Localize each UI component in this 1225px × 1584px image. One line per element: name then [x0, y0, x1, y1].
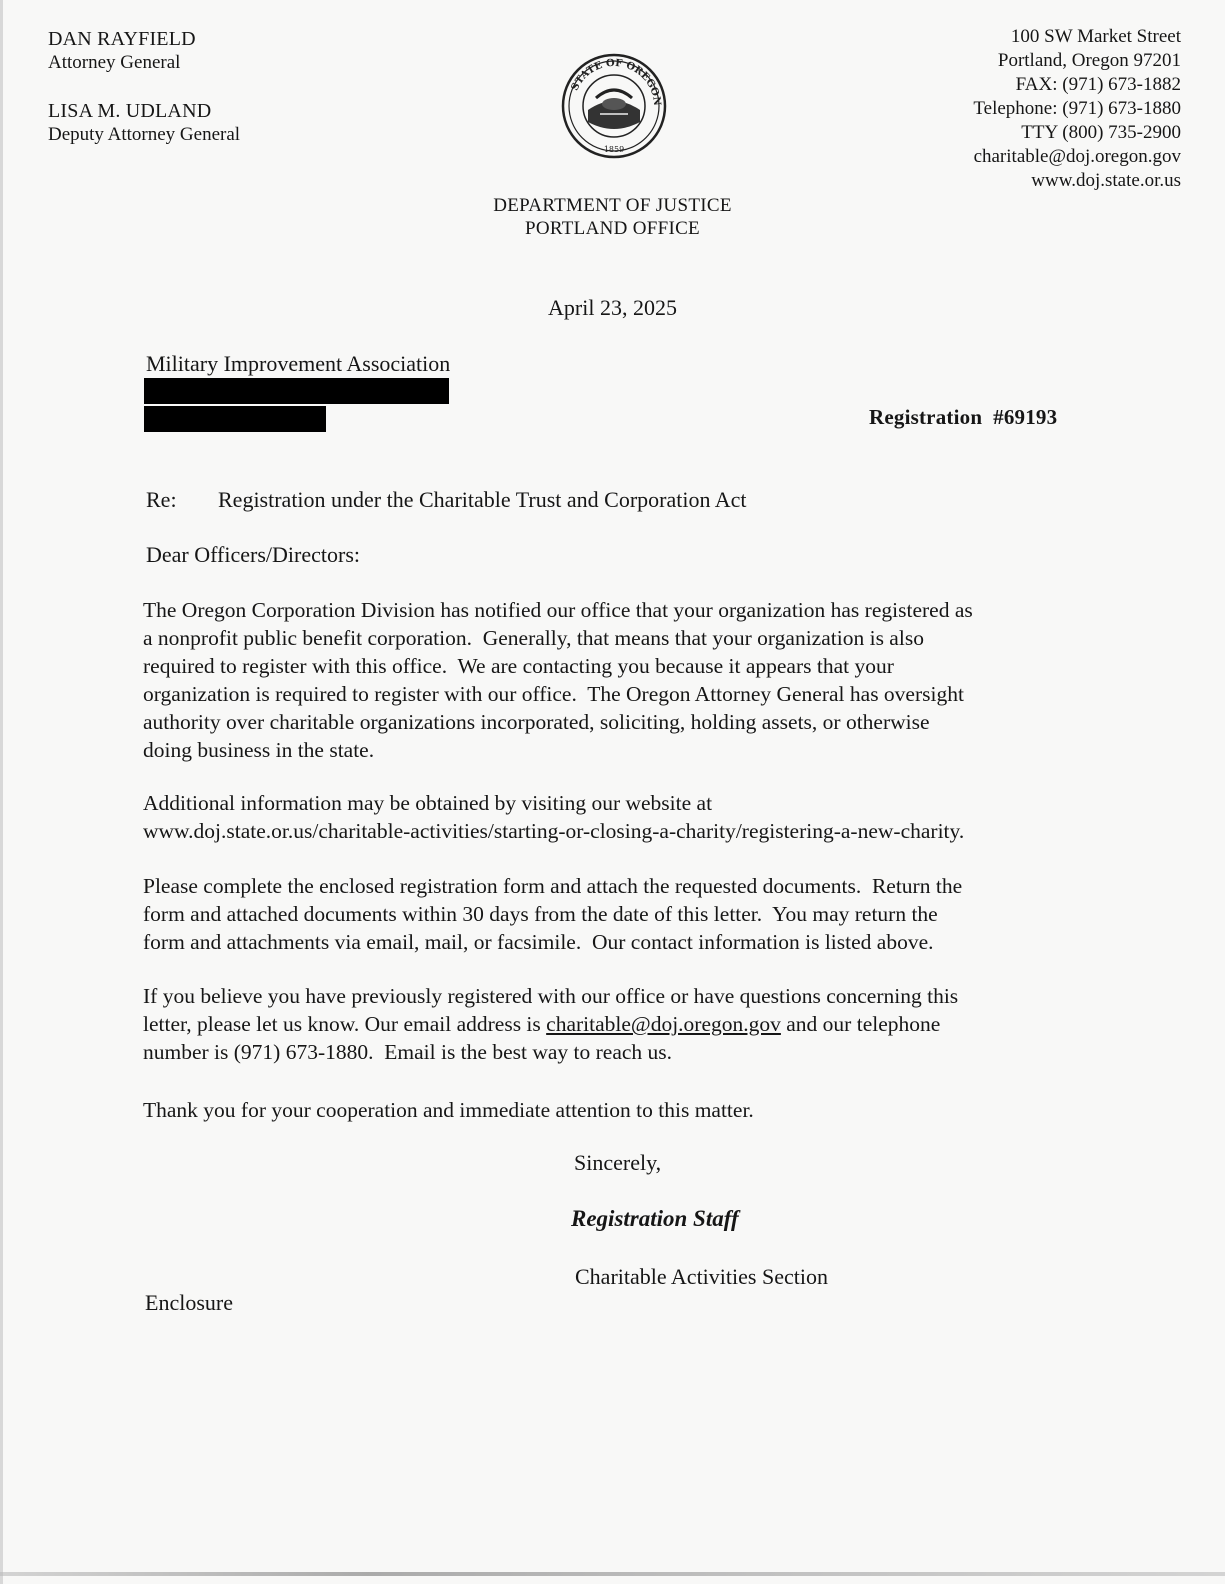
contact-tty: TTY (800) 735-2900	[1021, 122, 1181, 143]
paragraph-line: form and attachments via email, mail, or facsimile. Our contact information is listed above.	[143, 930, 934, 954]
officials-block	[48, 27, 240, 147]
signature-section: Charitable Activities Section	[575, 1264, 828, 1289]
redaction-bar	[144, 406, 326, 432]
re-subject: Registration under the Charitable Trust and Corporation Act	[218, 487, 747, 512]
paragraph-line: If you believe you have previously registered with our office or have questions concerning this	[143, 984, 959, 1008]
contact-email: charitable@doj.oregon.gov	[973, 146, 1181, 167]
paragraph-line: form and attached documents within 30 days from the date of this letter. You may return the	[143, 902, 938, 926]
body-paragraph	[143, 789, 1093, 845]
paragraph-line	[143, 1010, 1093, 1038]
closing-paragraph: Thank you for your cooperation and immediate attention to this matter.	[143, 1098, 754, 1122]
official-title: Deputy Attorney General	[48, 124, 241, 145]
state-seal-icon	[560, 52, 668, 160]
body-paragraph	[143, 872, 1093, 956]
department-name: DEPARTMENT OF JUSTICE	[493, 195, 732, 216]
contact-fax: FAX: (971) 673-1882	[1015, 74, 1181, 95]
contact-city: Portland, Oregon 97201	[997, 50, 1181, 71]
paragraph-line: authority over charitable organizations incorporated, soliciting, holding assets, or otherwise	[143, 710, 930, 734]
office-name: PORTLAND OFFICE	[525, 218, 700, 239]
official-name: LISA M. UDLAND	[48, 100, 212, 122]
re-line	[146, 487, 747, 513]
email-link[interactable]: charitable@doj.oregon.gov	[546, 1012, 781, 1036]
official-name: DAN RAYFIELD	[48, 28, 196, 50]
paragraph-line: Additional information may be obtained by visiting our website at	[143, 791, 713, 815]
seal-year: 1859	[603, 145, 625, 154]
paragraph-line: a nonprofit public benefit corporation. Generally, that means that your organization is also	[143, 626, 924, 650]
redaction-bar	[144, 378, 449, 404]
paragraph-line: number is (971) 673-1880. Email is the best way to reach us.	[143, 1040, 673, 1064]
scan-bottom-edge	[0, 1572, 1225, 1576]
signature: Registration Staff	[571, 1206, 739, 1231]
paragraph-line: required to register with this office. We are contacting you because it appears that your	[143, 654, 894, 678]
registration-number: Registration #69193	[869, 405, 1058, 429]
text-segment: and our telephone	[780, 1012, 941, 1036]
recipient-name: Military Improvement Association	[146, 351, 451, 376]
body-paragraph	[143, 596, 1093, 764]
paragraph-line: The Oregon Corporation Division has notified our office that your organization has registered as	[143, 598, 973, 622]
website-url[interactable]: www.doj.state.or.us/charitable-activities/starting-or-closing-a-charity/registering-a-new-charity.	[143, 819, 965, 843]
seal-text: STATE OF OREGON	[569, 57, 663, 107]
paragraph-line: organization is required to register with our office. The Oregon Attorney General has oversight	[143, 682, 964, 706]
enclosure-note: Enclosure	[145, 1290, 233, 1315]
re-label: Re:	[146, 487, 177, 512]
paragraph-line: doing business in the state.	[143, 738, 375, 762]
contact-telephone: Telephone: (971) 673-1880	[973, 98, 1181, 119]
body-paragraph	[143, 982, 1093, 1066]
department-heading	[0, 194, 1225, 240]
paragraph-line: Please complete the enclosed registration form and attach the requested documents. Return the	[143, 874, 963, 898]
contact-address: 100 SW Market Street	[1010, 26, 1181, 47]
contact-block	[973, 25, 1181, 193]
salutation: Dear Officers/Directors:	[146, 542, 360, 567]
text-segment: letter, please let us know. Our email address is	[143, 1012, 547, 1036]
official-title: Attorney General	[48, 52, 181, 73]
closing: Sincerely,	[574, 1150, 662, 1175]
contact-website: www.doj.state.or.us	[1031, 170, 1181, 191]
letter-date: April 23, 2025	[548, 295, 677, 320]
